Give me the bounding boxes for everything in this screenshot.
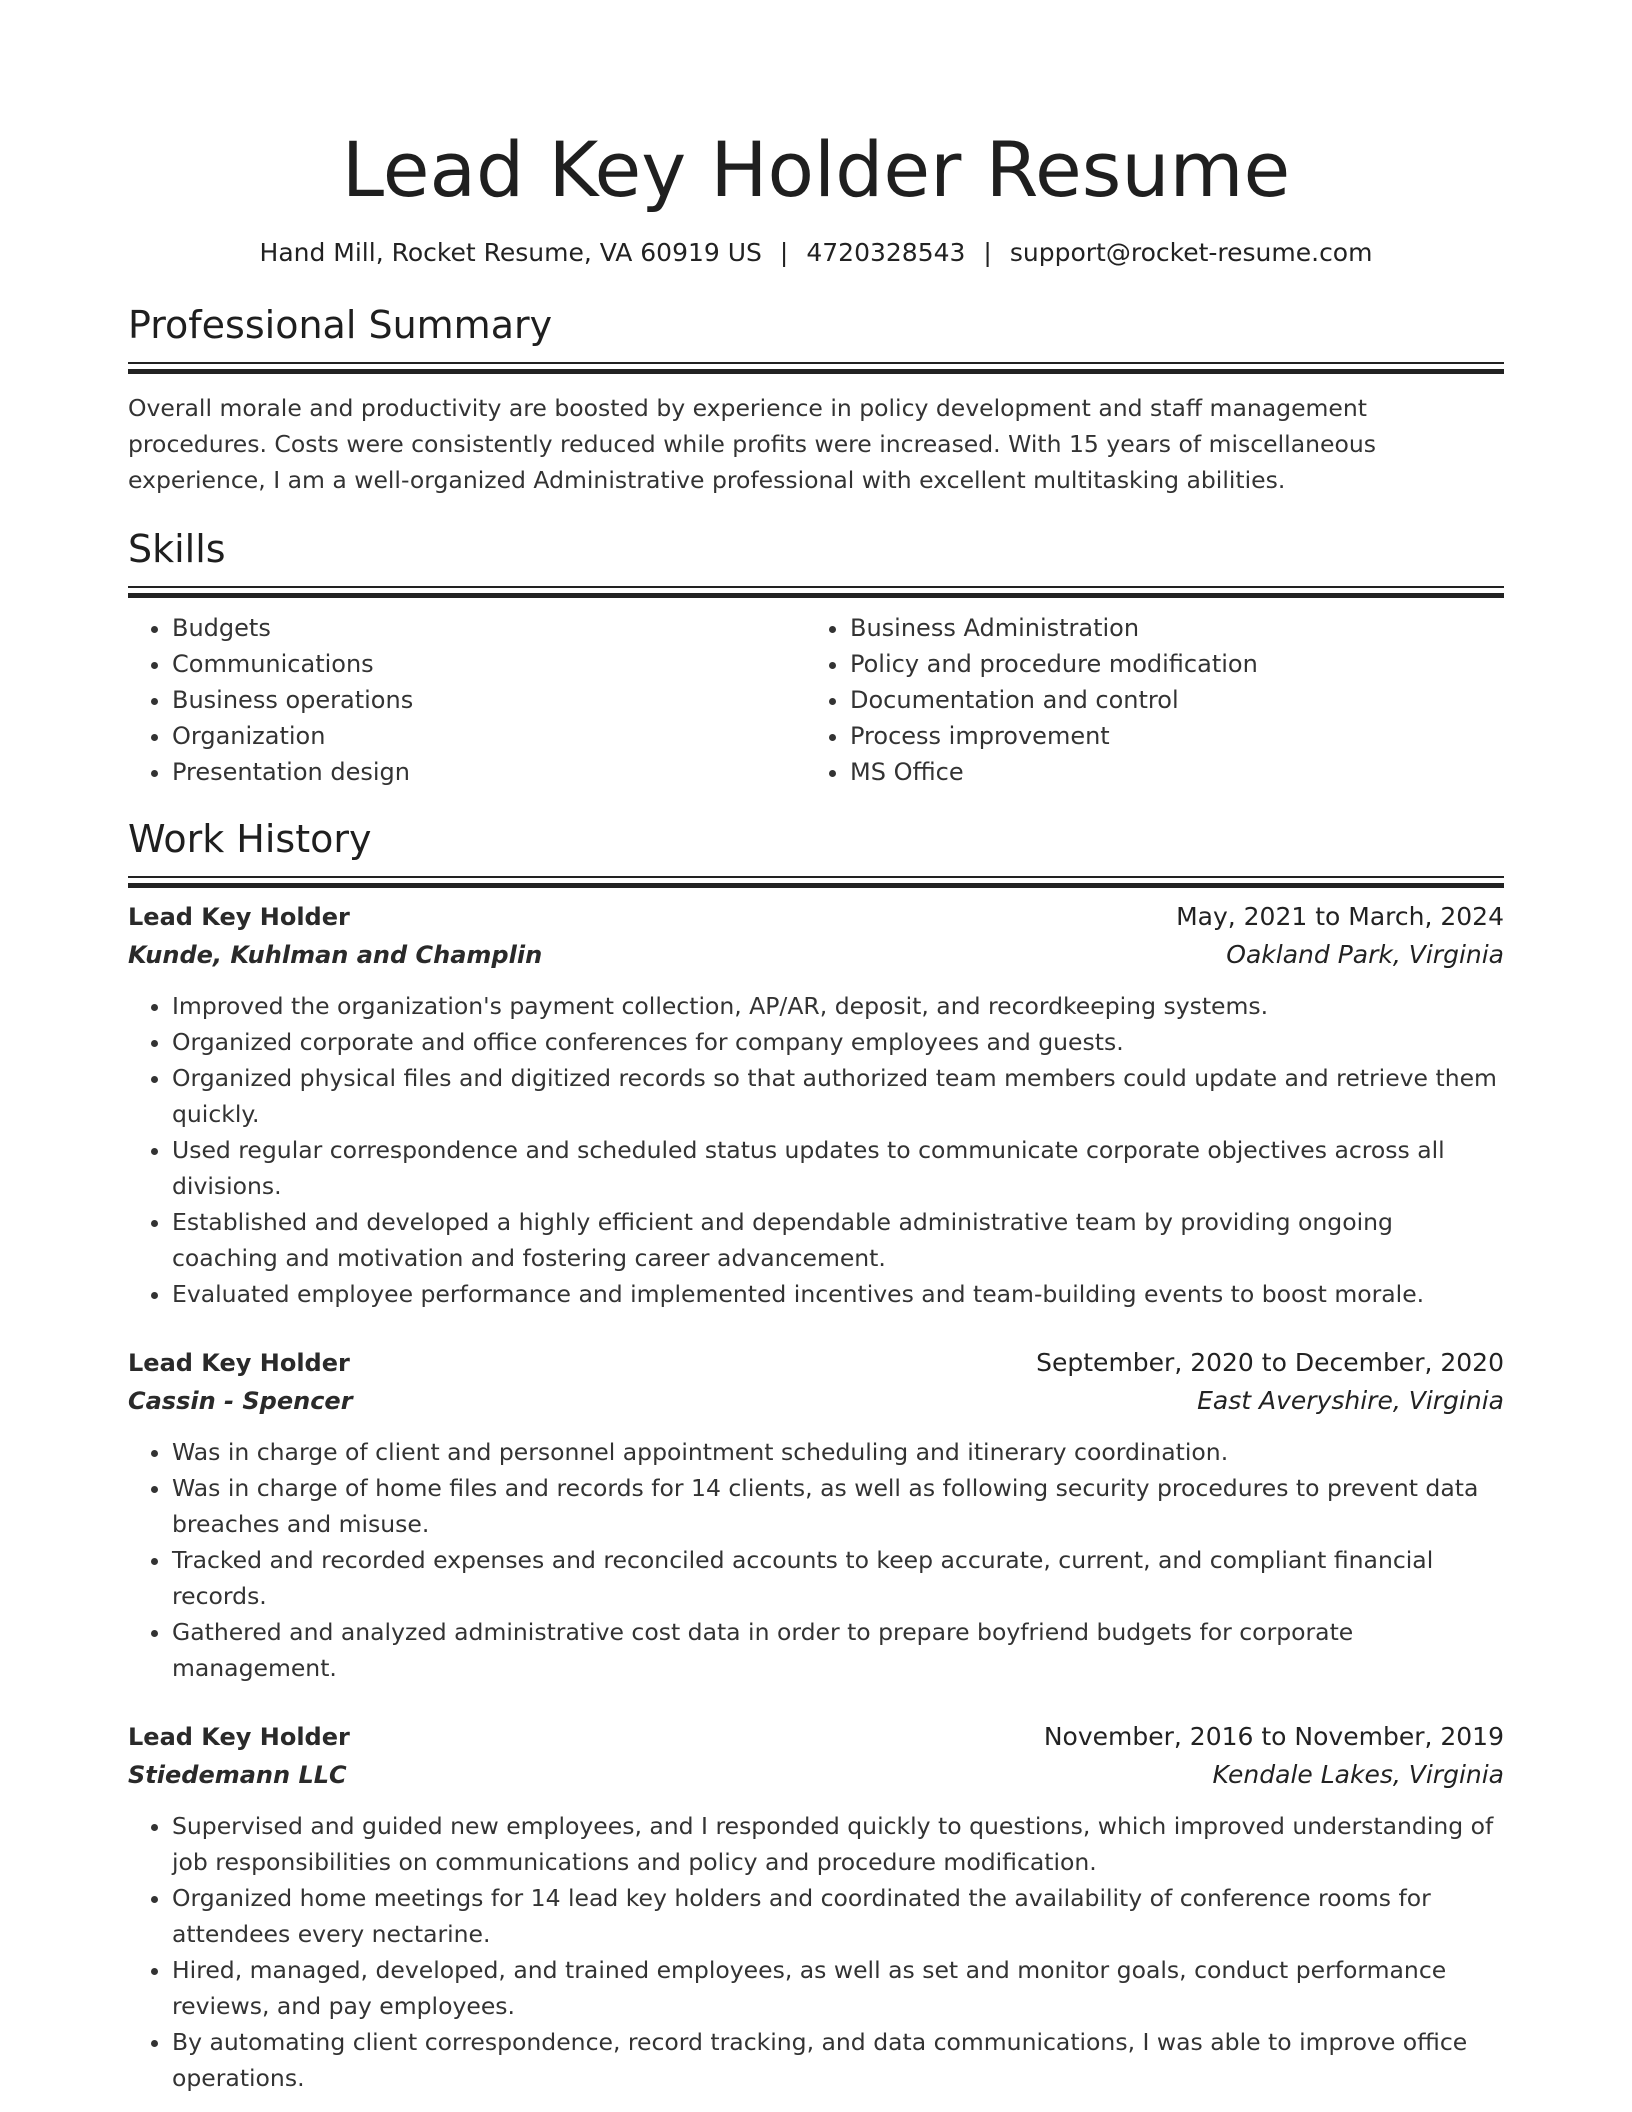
job-bullet: • Tracked and recorded expenses and reconciled accounts to keep accurate, current, and compliant financial records.	[172, 1542, 1504, 1614]
summary-text: Overall morale and productivity are boosted by experience in policy development and staff management procedures. Costs were consistently reduced while profits were increased. With 15 years of miscellaneous experience, I am a well-organized Administrative professional with excellent multitasking abilities.	[128, 394, 1376, 494]
job-dates: November, 2016 to November, 2019	[1043, 1722, 1504, 1751]
contact-separator: |	[983, 238, 992, 267]
section-divider	[128, 586, 1504, 588]
skill-item: • Documentation and control	[850, 682, 1484, 718]
section-title-work: Work History	[128, 817, 372, 861]
job-bullet: • Used regular correspondence and scheduled status updates to communicate corporate objectives across all divisions.	[172, 1132, 1504, 1204]
job-entry	[128, 1344, 1504, 1686]
job-subheader	[128, 1756, 1504, 1794]
job-bullet: • Organized physical files and digitized records so that authorized team members could update and retrieve them quickly.	[172, 1060, 1504, 1132]
contact-email: support@rocket-resume.com	[1009, 238, 1373, 267]
job-bullet: • Hired, managed, developed, and trained employees, as well as set and monitor goals, conduct performance reviews, and pay employees.	[172, 1952, 1504, 2024]
job-title: Lead Key Holder	[128, 1349, 350, 1377]
resume-title: Lead Key Holder Resume	[341, 125, 1291, 214]
skill-item: • Communications	[172, 646, 806, 682]
job-bullet: • Improved the organization's payment collection, AP/AR, deposit, and recordkeeping systems.	[172, 988, 1504, 1024]
job-bullet: • Organized corporate and office conferences for company employees and guests.	[172, 1024, 1504, 1060]
job-header	[128, 1718, 1504, 1756]
job-subheader	[128, 1382, 1504, 1420]
contact-phone: 4720328543	[806, 238, 966, 267]
job-subheader	[128, 936, 1504, 974]
skills-list-left	[128, 610, 806, 790]
job-location: Oakland Park, Virginia	[1226, 940, 1504, 969]
skill-item: • MS Office	[850, 754, 1484, 790]
job-entry	[128, 898, 1504, 1312]
job-bullets	[128, 1434, 1504, 1686]
section-title-summary: Professional Summary	[128, 303, 553, 347]
job-location: Kendale Lakes, Virginia	[1212, 1760, 1504, 1789]
summary-section	[128, 300, 1504, 498]
job-bullet: • By automating client correspondence, record tracking, and data communications, I was able to improve office operations.	[172, 2024, 1504, 2096]
skills-list-right	[806, 610, 1484, 790]
skills-section	[128, 524, 1504, 790]
section-title-skills: Skills	[128, 527, 226, 571]
job-dates: September, 2020 to December, 2020	[1036, 1348, 1504, 1377]
skill-item: • Policy and procedure modification	[850, 646, 1484, 682]
job-bullet: • Organized home meetings for 14 lead key holders and coordinated the availability of conference rooms for attendees every nectarine.	[172, 1880, 1504, 1952]
job-title: Lead Key Holder	[128, 1723, 350, 1751]
section-divider	[128, 876, 1504, 878]
job-company: Cassin - Spencer	[128, 1387, 353, 1415]
job-header	[128, 1344, 1504, 1382]
job-entry	[128, 1718, 1504, 2096]
section-divider	[128, 362, 1504, 364]
job-bullet: • Established and developed a highly efficient and dependable administrative team by providing ongoing coaching and motivation and fostering career advancement.	[172, 1204, 1504, 1276]
job-company: Kunde, Kuhlman and Champlin	[128, 941, 543, 969]
job-header	[128, 898, 1504, 936]
contact-address: Hand Mill, Rocket Resume, VA 60919 US	[259, 238, 762, 267]
job-bullet: • Supervised and guided new employees, and I responded quickly to questions, which improved understanding of job responsibilities on communications and policy and procedure modification.	[172, 1808, 1504, 1880]
skill-item: • Business Administration	[850, 610, 1484, 646]
job-location: East Averyshire, Virginia	[1197, 1386, 1504, 1415]
skill-item: • Budgets	[172, 610, 806, 646]
job-bullet: • Evaluated employee performance and implemented incentives and team-building events to boost morale.	[172, 1276, 1504, 1312]
resume-page	[128, 0, 1504, 2096]
job-bullet: • Was in charge of client and personnel appointment scheduling and itinerary coordination.	[172, 1434, 1504, 1470]
skill-item: • Organization	[172, 718, 806, 754]
skill-item: • Presentation design	[172, 754, 806, 790]
job-bullets	[128, 1808, 1504, 2096]
skills-columns	[128, 610, 1504, 790]
contact-separator: |	[779, 238, 789, 267]
skill-item: • Process improvement	[850, 718, 1484, 754]
skill-item: • Business operations	[172, 682, 806, 718]
contact-line	[128, 236, 1504, 270]
job-bullets	[128, 988, 1504, 1312]
job-dates: May, 2021 to March, 2024	[1176, 902, 1504, 931]
work-section	[128, 814, 1504, 2096]
job-bullet: • Gathered and analyzed administrative cost data in order to prepare boyfriend budgets for corporate management.	[172, 1614, 1504, 1686]
job-title: Lead Key Holder	[128, 903, 350, 931]
job-company: Stiedemann LLC	[128, 1761, 347, 1789]
job-bullet: • Was in charge of home files and records for 14 clients, as well as following security procedures to prevent data breaches and misuse.	[172, 1470, 1504, 1542]
